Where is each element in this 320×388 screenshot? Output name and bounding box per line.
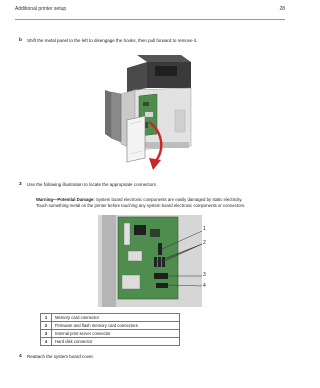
open-side-door	[105, 90, 121, 142]
warning-line-2: Touch something metal on the printer before touching any system board electronic components or connectors.	[36, 203, 246, 208]
step-4	[19, 354, 95, 360]
step-4-marker: 4	[19, 354, 22, 359]
legend-label: Firmware and flash memory card connectors	[52, 322, 180, 330]
step-b-text: Shift the metal panel to the left to disengage the hooks, then pull forward to remove it.	[27, 38, 198, 43]
callout-3: 3	[203, 272, 206, 278]
legend-number: 3	[41, 330, 52, 338]
print-server-connector	[154, 273, 168, 279]
warning-label: Warning—Potential Damage:	[36, 197, 95, 202]
callout-4: 4	[203, 283, 206, 289]
legend-label: Internal print server connector	[52, 330, 180, 338]
legend-number: 4	[41, 338, 52, 346]
memory-card-connector	[158, 243, 162, 255]
legend-label: Memory card connector	[52, 314, 180, 322]
table-row	[41, 338, 180, 346]
warning-note	[36, 197, 286, 209]
page-header	[15, 0, 285, 20]
metal-panel	[127, 116, 145, 162]
header-title: Additional printer setup	[15, 6, 67, 12]
table-row	[41, 322, 180, 330]
step-3-text: Use the following illustration to locate the appropriate connectors.	[27, 182, 158, 187]
legend-number: 2	[41, 322, 52, 330]
callout-2: 2	[203, 240, 206, 246]
table-row	[41, 330, 180, 338]
step-3	[19, 182, 158, 188]
hard-disk-connector	[156, 283, 168, 288]
step-4-text: Reattach the system board cover.	[27, 354, 95, 359]
page-number: 28	[279, 6, 285, 12]
legend-label: Hard disk connector	[52, 338, 180, 346]
callout-1: 1	[203, 226, 206, 232]
warning-line-1: System board electronic components are easily damaged by static electricity.	[96, 197, 243, 202]
step-3-marker: 3	[19, 182, 22, 187]
step-b-marker: b	[19, 38, 22, 43]
connector-legend-table	[40, 313, 180, 346]
printer-panel-illustration	[105, 50, 205, 175]
legend-number: 1	[41, 314, 52, 322]
table-row	[41, 314, 180, 322]
step-b	[19, 38, 198, 44]
